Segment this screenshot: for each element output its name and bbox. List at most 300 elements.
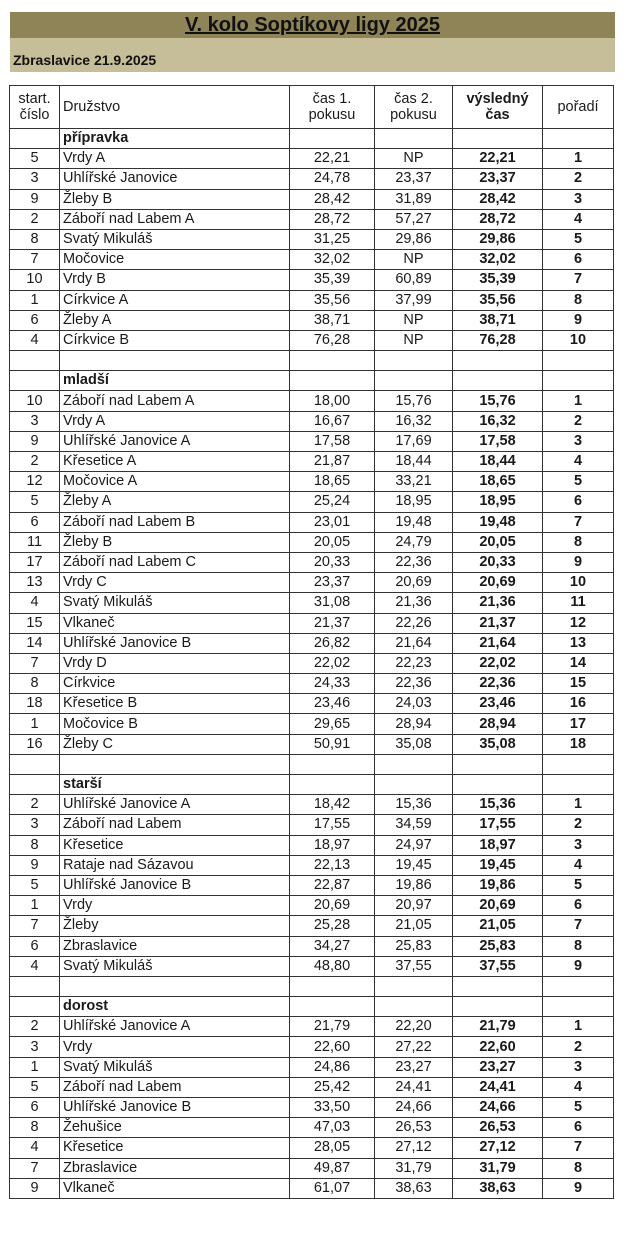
start-number: 6 — [10, 310, 60, 330]
time-attempt-2: 21,05 — [375, 916, 453, 936]
time-attempt-2: 17,69 — [375, 431, 453, 451]
team-name: Zbraslavice — [60, 1158, 290, 1178]
final-time: 20,69 — [453, 573, 543, 593]
table-row — [10, 189, 614, 209]
start-number: 14 — [10, 633, 60, 653]
time-attempt-1: 22,21 — [290, 149, 375, 169]
start-number: 4 — [10, 593, 60, 613]
start-number: 3 — [10, 169, 60, 189]
start-number: 7 — [10, 250, 60, 270]
category-row — [10, 997, 614, 1017]
final-time: 22,21 — [453, 149, 543, 169]
empty-cell — [290, 371, 375, 391]
header-team: Družstvo — [60, 86, 290, 129]
time-attempt-2: 28,94 — [375, 714, 453, 734]
start-number: 7 — [10, 916, 60, 936]
final-time: 32,02 — [453, 250, 543, 270]
time-attempt-1: 21,87 — [290, 452, 375, 472]
time-attempt-2: NP — [375, 330, 453, 350]
time-attempt-1: 33,50 — [290, 1098, 375, 1118]
table-row — [10, 1037, 614, 1057]
team-name: Záboří nad Labem A — [60, 391, 290, 411]
empty-cell — [453, 351, 543, 371]
final-time: 29,86 — [453, 229, 543, 249]
final-time: 19,86 — [453, 875, 543, 895]
time-attempt-1: 32,02 — [290, 250, 375, 270]
team-name: Záboří nad Labem A — [60, 209, 290, 229]
table-row — [10, 835, 614, 855]
final-time: 38,71 — [453, 310, 543, 330]
time-attempt-1: 20,69 — [290, 896, 375, 916]
rank: 6 — [543, 1118, 614, 1138]
team-name: Církvice — [60, 674, 290, 694]
final-time: 28,94 — [453, 714, 543, 734]
time-attempt-1: 31,25 — [290, 229, 375, 249]
time-attempt-1: 20,33 — [290, 552, 375, 572]
final-time: 20,05 — [453, 532, 543, 552]
team-name: Močovice A — [60, 472, 290, 492]
team-name: Uhlířské Janovice A — [60, 431, 290, 451]
time-attempt-2: 15,76 — [375, 391, 453, 411]
start-number: 1 — [10, 896, 60, 916]
table-row — [10, 532, 614, 552]
team-name: Močovice B — [60, 714, 290, 734]
start-number: 5 — [10, 492, 60, 512]
time-attempt-1: 22,87 — [290, 875, 375, 895]
time-attempt-1: 50,91 — [290, 734, 375, 754]
time-attempt-2: 19,45 — [375, 855, 453, 875]
category-name: přípravka — [60, 129, 290, 149]
team-name: Uhlířské Janovice — [60, 169, 290, 189]
team-name: Žleby C — [60, 734, 290, 754]
spacer-row — [10, 351, 614, 371]
team-name: Záboří nad Labem — [60, 815, 290, 835]
header-start-number: start. číslo — [10, 86, 60, 129]
empty-cell — [453, 371, 543, 391]
start-number: 3 — [10, 411, 60, 431]
time-attempt-2: 22,26 — [375, 613, 453, 633]
table-row — [10, 734, 614, 754]
table-row — [10, 1158, 614, 1178]
final-time: 20,33 — [453, 552, 543, 572]
final-time: 31,79 — [453, 1158, 543, 1178]
empty-cell — [10, 371, 60, 391]
table-row — [10, 270, 614, 290]
empty-cell — [453, 976, 543, 996]
rank: 3 — [543, 835, 614, 855]
start-number: 8 — [10, 835, 60, 855]
final-time: 19,45 — [453, 855, 543, 875]
rank: 2 — [543, 815, 614, 835]
time-attempt-2: 16,32 — [375, 411, 453, 431]
rank: 2 — [543, 411, 614, 431]
start-number: 13 — [10, 573, 60, 593]
time-attempt-2: NP — [375, 250, 453, 270]
start-number: 8 — [10, 674, 60, 694]
start-number: 16 — [10, 734, 60, 754]
rank: 9 — [543, 310, 614, 330]
final-time: 35,39 — [453, 270, 543, 290]
table-row — [10, 795, 614, 815]
category-name: mladší — [60, 371, 290, 391]
empty-cell — [375, 371, 453, 391]
team-name: Žleby — [60, 916, 290, 936]
rank: 12 — [543, 613, 614, 633]
rank: 5 — [543, 875, 614, 895]
empty-cell — [543, 351, 614, 371]
empty-cell — [543, 371, 614, 391]
final-time: 38,63 — [453, 1178, 543, 1198]
time-attempt-2: 38,63 — [375, 1178, 453, 1198]
table-row — [10, 250, 614, 270]
empty-cell — [453, 754, 543, 774]
table-row — [10, 875, 614, 895]
team-name: Křesetice A — [60, 452, 290, 472]
time-attempt-1: 18,00 — [290, 391, 375, 411]
empty-cell — [10, 775, 60, 795]
time-attempt-1: 25,42 — [290, 1077, 375, 1097]
rank: 6 — [543, 896, 614, 916]
rank: 1 — [543, 795, 614, 815]
time-attempt-2: 33,21 — [375, 472, 453, 492]
table-row — [10, 956, 614, 976]
start-number: 1 — [10, 290, 60, 310]
rank: 3 — [543, 431, 614, 451]
start-number: 2 — [10, 795, 60, 815]
rank: 9 — [543, 552, 614, 572]
start-number: 7 — [10, 1158, 60, 1178]
table-row — [10, 149, 614, 169]
start-number: 8 — [10, 229, 60, 249]
final-time: 18,97 — [453, 835, 543, 855]
time-attempt-2: 23,27 — [375, 1057, 453, 1077]
team-name: Svatý Mikuláš — [60, 1057, 290, 1077]
start-number: 11 — [10, 532, 60, 552]
team-name: Rataje nad Sázavou — [60, 855, 290, 875]
team-name: Vrdy A — [60, 411, 290, 431]
time-attempt-2: 22,36 — [375, 674, 453, 694]
empty-cell — [375, 976, 453, 996]
team-name: Křesetice — [60, 1138, 290, 1158]
rank: 17 — [543, 714, 614, 734]
empty-cell — [375, 351, 453, 371]
final-time: 18,65 — [453, 472, 543, 492]
rank: 6 — [543, 492, 614, 512]
empty-cell — [10, 351, 60, 371]
start-number: 5 — [10, 1077, 60, 1097]
spacer-row — [10, 976, 614, 996]
rank: 7 — [543, 916, 614, 936]
table-row — [10, 330, 614, 350]
time-attempt-1: 35,56 — [290, 290, 375, 310]
empty-cell — [10, 997, 60, 1017]
final-time: 24,66 — [453, 1098, 543, 1118]
table-row — [10, 613, 614, 633]
table-row — [10, 916, 614, 936]
table-row — [10, 674, 614, 694]
time-attempt-1: 25,28 — [290, 916, 375, 936]
rank: 13 — [543, 633, 614, 653]
time-attempt-1: 22,02 — [290, 653, 375, 673]
table-row — [10, 936, 614, 956]
time-attempt-2: NP — [375, 310, 453, 330]
time-attempt-2: NP — [375, 149, 453, 169]
time-attempt-2: 57,27 — [375, 209, 453, 229]
time-attempt-1: 16,67 — [290, 411, 375, 431]
rank: 4 — [543, 855, 614, 875]
time-attempt-1: 21,79 — [290, 1017, 375, 1037]
time-attempt-1: 26,82 — [290, 633, 375, 653]
start-number: 5 — [10, 875, 60, 895]
time-attempt-2: 35,08 — [375, 734, 453, 754]
final-time: 27,12 — [453, 1138, 543, 1158]
time-attempt-2: 24,66 — [375, 1098, 453, 1118]
team-name: Žleby B — [60, 189, 290, 209]
rank: 8 — [543, 532, 614, 552]
team-name: Svatý Mikuláš — [60, 956, 290, 976]
final-time: 35,08 — [453, 734, 543, 754]
empty-cell — [60, 976, 290, 996]
time-attempt-2: 18,44 — [375, 452, 453, 472]
team-name: Zbraslavice — [60, 936, 290, 956]
table-row — [10, 1057, 614, 1077]
empty-cell — [543, 754, 614, 774]
time-attempt-1: 28,42 — [290, 189, 375, 209]
rank: 2 — [543, 169, 614, 189]
category-row — [10, 775, 614, 795]
time-attempt-2: 18,95 — [375, 492, 453, 512]
empty-cell — [375, 129, 453, 149]
time-attempt-1: 22,60 — [290, 1037, 375, 1057]
final-time: 15,36 — [453, 795, 543, 815]
start-number: 18 — [10, 694, 60, 714]
time-attempt-1: 28,05 — [290, 1138, 375, 1158]
time-attempt-1: 24,78 — [290, 169, 375, 189]
final-time: 35,56 — [453, 290, 543, 310]
time-attempt-2: 21,64 — [375, 633, 453, 653]
empty-cell — [290, 129, 375, 149]
empty-cell — [290, 775, 375, 795]
header-final-time: výsledný čas — [453, 86, 543, 129]
subtitle-band — [10, 38, 615, 72]
empty-cell — [375, 997, 453, 1017]
time-attempt-2: 31,89 — [375, 189, 453, 209]
rank: 10 — [543, 573, 614, 593]
time-attempt-1: 23,46 — [290, 694, 375, 714]
start-number: 8 — [10, 1118, 60, 1138]
final-time: 25,83 — [453, 936, 543, 956]
table-row — [10, 512, 614, 532]
start-number: 9 — [10, 431, 60, 451]
final-time: 28,42 — [453, 189, 543, 209]
empty-cell — [10, 129, 60, 149]
final-time: 16,32 — [453, 411, 543, 431]
time-attempt-2: 24,97 — [375, 835, 453, 855]
time-attempt-1: 61,07 — [290, 1178, 375, 1198]
header-time-2: čas 2. pokusu — [375, 86, 453, 129]
team-name: Vrdy — [60, 1037, 290, 1057]
time-attempt-1: 18,65 — [290, 472, 375, 492]
time-attempt-2: 60,89 — [375, 270, 453, 290]
rank: 14 — [543, 653, 614, 673]
start-number: 2 — [10, 452, 60, 472]
final-time: 17,55 — [453, 815, 543, 835]
team-name: Vrdy — [60, 896, 290, 916]
time-attempt-1: 29,65 — [290, 714, 375, 734]
start-number: 10 — [10, 270, 60, 290]
empty-cell — [543, 129, 614, 149]
final-time: 15,76 — [453, 391, 543, 411]
empty-cell — [453, 129, 543, 149]
final-time: 24,41 — [453, 1077, 543, 1097]
time-attempt-1: 18,42 — [290, 795, 375, 815]
rank: 4 — [543, 209, 614, 229]
table-row — [10, 552, 614, 572]
start-number: 4 — [10, 956, 60, 976]
final-time: 23,46 — [453, 694, 543, 714]
table-row — [10, 391, 614, 411]
team-name: Záboří nad Labem — [60, 1077, 290, 1097]
table-row — [10, 431, 614, 451]
team-name: Vrdy C — [60, 573, 290, 593]
empty-cell — [543, 976, 614, 996]
time-attempt-2: 37,99 — [375, 290, 453, 310]
final-time: 23,37 — [453, 169, 543, 189]
start-number: 5 — [10, 149, 60, 169]
start-number: 2 — [10, 209, 60, 229]
rank: 3 — [543, 1057, 614, 1077]
rank: 1 — [543, 391, 614, 411]
results-body — [10, 129, 614, 1199]
time-attempt-1: 47,03 — [290, 1118, 375, 1138]
rank: 7 — [543, 270, 614, 290]
empty-cell — [10, 976, 60, 996]
empty-cell — [290, 997, 375, 1017]
start-number: 3 — [10, 815, 60, 835]
time-attempt-2: 37,55 — [375, 956, 453, 976]
table-row — [10, 229, 614, 249]
start-number: 6 — [10, 512, 60, 532]
time-attempt-2: 24,79 — [375, 532, 453, 552]
start-number: 9 — [10, 189, 60, 209]
rank: 16 — [543, 694, 614, 714]
rank: 2 — [543, 1037, 614, 1057]
time-attempt-2: 20,69 — [375, 573, 453, 593]
start-number: 6 — [10, 936, 60, 956]
team-name: Žleby A — [60, 492, 290, 512]
team-name: Žehušice — [60, 1118, 290, 1138]
table-row — [10, 633, 614, 653]
table-row — [10, 593, 614, 613]
table-row — [10, 290, 614, 310]
empty-cell — [290, 976, 375, 996]
time-attempt-1: 20,05 — [290, 532, 375, 552]
table-row — [10, 452, 614, 472]
table-row — [10, 1138, 614, 1158]
start-number: 1 — [10, 1057, 60, 1077]
start-number: 9 — [10, 1178, 60, 1198]
rank: 5 — [543, 1098, 614, 1118]
time-attempt-1: 25,24 — [290, 492, 375, 512]
time-attempt-1: 76,28 — [290, 330, 375, 350]
time-attempt-2: 21,36 — [375, 593, 453, 613]
title-band — [10, 12, 615, 38]
time-attempt-1: 35,39 — [290, 270, 375, 290]
team-name: Uhlířské Janovice A — [60, 795, 290, 815]
rank: 4 — [543, 452, 614, 472]
header-rank: pořadí — [543, 86, 614, 129]
rank: 7 — [543, 512, 614, 532]
team-name: Svatý Mikuláš — [60, 593, 290, 613]
empty-cell — [453, 997, 543, 1017]
empty-cell — [453, 775, 543, 795]
start-number: 4 — [10, 330, 60, 350]
table-row — [10, 815, 614, 835]
final-time: 76,28 — [453, 330, 543, 350]
empty-cell — [290, 351, 375, 371]
team-name: Uhlířské Janovice B — [60, 633, 290, 653]
time-attempt-1: 49,87 — [290, 1158, 375, 1178]
page-title: V. kolo Soptíkovy ligy 2025 — [185, 14, 440, 36]
rank: 11 — [543, 593, 614, 613]
rank: 5 — [543, 229, 614, 249]
start-number: 17 — [10, 552, 60, 572]
table-row — [10, 1118, 614, 1138]
rank: 9 — [543, 956, 614, 976]
final-time: 22,60 — [453, 1037, 543, 1057]
time-attempt-2: 27,22 — [375, 1037, 453, 1057]
final-time: 21,79 — [453, 1017, 543, 1037]
team-name: Církvice A — [60, 290, 290, 310]
results-table — [9, 85, 614, 1199]
time-attempt-2: 24,41 — [375, 1077, 453, 1097]
table-row — [10, 1077, 614, 1097]
header-time-1: čas 1. pokusu — [290, 86, 375, 129]
time-attempt-2: 22,20 — [375, 1017, 453, 1037]
time-attempt-2: 34,59 — [375, 815, 453, 835]
table-row — [10, 209, 614, 229]
table-row — [10, 653, 614, 673]
time-attempt-2: 22,36 — [375, 552, 453, 572]
time-attempt-2: 24,03 — [375, 694, 453, 714]
rank: 8 — [543, 1158, 614, 1178]
time-attempt-1: 23,37 — [290, 573, 375, 593]
event-location-date: Zbraslavice 21.9.2025 — [13, 52, 157, 68]
final-time: 18,44 — [453, 452, 543, 472]
final-time: 22,02 — [453, 653, 543, 673]
time-attempt-1: 17,58 — [290, 431, 375, 451]
team-name: Uhlířské Janovice B — [60, 875, 290, 895]
time-attempt-1: 24,86 — [290, 1057, 375, 1077]
rank: 8 — [543, 936, 614, 956]
time-attempt-2: 23,37 — [375, 169, 453, 189]
rank: 8 — [543, 290, 614, 310]
team-name: Vrdy B — [60, 270, 290, 290]
time-attempt-2: 20,97 — [375, 896, 453, 916]
empty-cell — [290, 754, 375, 774]
category-name: starší — [60, 775, 290, 795]
final-time: 26,53 — [453, 1118, 543, 1138]
team-name: Vlkaneč — [60, 613, 290, 633]
team-name: Žleby B — [60, 532, 290, 552]
time-attempt-1: 17,55 — [290, 815, 375, 835]
table-row — [10, 896, 614, 916]
time-attempt-1: 23,01 — [290, 512, 375, 532]
start-number: 10 — [10, 391, 60, 411]
empty-cell — [60, 351, 290, 371]
table-row — [10, 411, 614, 431]
spacer-row — [10, 754, 614, 774]
